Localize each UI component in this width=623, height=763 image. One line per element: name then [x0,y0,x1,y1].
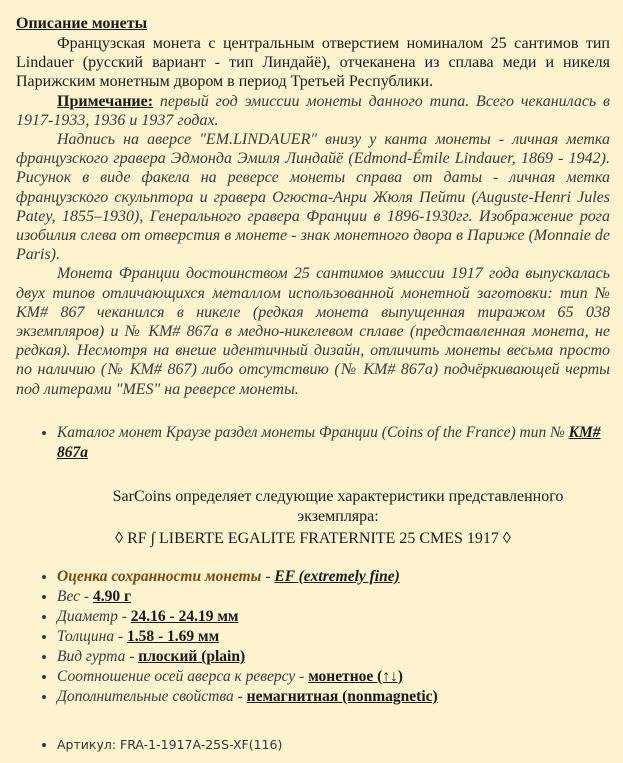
diameter-value[interactable]: 24.16 - 24.19 мм [130,607,239,625]
types-paragraph: Монета Франции достоинством 25 сантимов эмиссии 1917 года выпускалась двух типов отличающихся металлом использованной монетной заготовки: тип № KM# 867 чеканился в никеле (редкая монета выпущенная тиражом 65 038 экземпляров) и № KM# 867a в медно-никелевом сплаве (представленная монета, не редкая). Несмотря на внеше идентичный дизайн, отличить монеты весьма просто по наличию (№ KM# 867) либо отсутствию (№ KM# 867a) подчёркивающей черты под литерами "MES" на реверсе монеты. [16,265,610,398]
catalog-list [16,423,610,463]
grade-value[interactable]: EF (extremely fine) [274,567,400,585]
diameter-label: Диаметр [57,607,118,625]
grade-item [57,567,610,587]
axis-value[interactable]: монетное (↑↓) [308,667,403,685]
extra-sep: - [233,687,247,705]
diameter-item [57,607,610,627]
edge-item [57,647,610,667]
thickness-label: Толщина [57,627,115,645]
section-heading: Описание монеты [16,15,148,32]
grade-sep: - [261,567,275,585]
extra-value[interactable]: немагнитная (nonmagnetic) [246,687,438,705]
axis-item [57,667,610,687]
extra-label: Дополнительные свойства [57,687,234,705]
axis-sep: - [295,667,309,685]
weight-value[interactable]: 4.90 г [92,587,131,605]
weight-label: Вес [57,587,81,605]
intro-paragraph: Французская монета с центральным отверстием номиналом 25 сантимов тип Lindauer (русский вариант - тип Линдайё), отчеканена из сплава меди и никеля Парижским монетным двором в период Третьей Республики. [16,35,610,91]
properties-list [16,567,610,707]
weight-item [57,587,610,607]
catalog-item [57,423,610,463]
coin-legend: ◊ RF ∫ LIBERTE EGALITE FRATERNITE 25 CMES 1917 ◊ [115,529,511,547]
axis-label: Соотношение осей аверса к реверсу [57,667,296,685]
edge-sep: - [125,647,139,665]
thickness-value[interactable]: 1.58 - 1.69 мм [127,627,220,645]
article-item: • Артикул: FRA-1-1917A-25S-XF(116) [57,735,610,755]
coin-description [16,14,610,755]
edge-label: Вид гурта [57,647,126,665]
note-label: Примечание: [57,92,154,110]
diameter-sep: - [117,607,131,625]
note-paragraph [16,92,610,130]
thickness-sep: - [114,627,127,645]
note-text: первый год эмиссии монеты данного типа. Всего чеканилась в 1917-1933, 1936 и 1937 годах. [16,92,610,129]
grade-label: Оценка сохранности монеты [57,567,262,585]
thickness-item [57,627,610,647]
catalog-text: Каталог монет Краузе раздел монеты Франции (Coins of the France) тип № [57,423,569,441]
engraver-paragraph: Надпись на аверсе "EM.LINDAUER" внизу у канта монеты - личная метка французского гравера Эдмонда Эмиля Линдайё (Edmond-Émile Lindauer, 1869 - 1942). Рисунок в виде факела на реверсе монеты справа от даты - личная метка французского скульптора и гравера Огюста-Анри Жюля Пейти (Auguste-Henri Jules Patey, 1855–1930), Генерального гравера Франции в 1896-1930гг. Изображение рога изобилия слева от отверстия в монете - знак монетного двора в Париже (Monnaie de Paris). [16,131,610,264]
edge-value[interactable]: плоский (plain) [138,647,246,665]
catalog-link[interactable]: KM# 867a [57,423,601,461]
article-list [16,735,610,755]
sarcoins-line: SarCoins определяет следующие характеристики представленного экземпляра: [112,487,564,525]
extra-item [57,687,610,707]
weight-sep: - [80,587,93,605]
